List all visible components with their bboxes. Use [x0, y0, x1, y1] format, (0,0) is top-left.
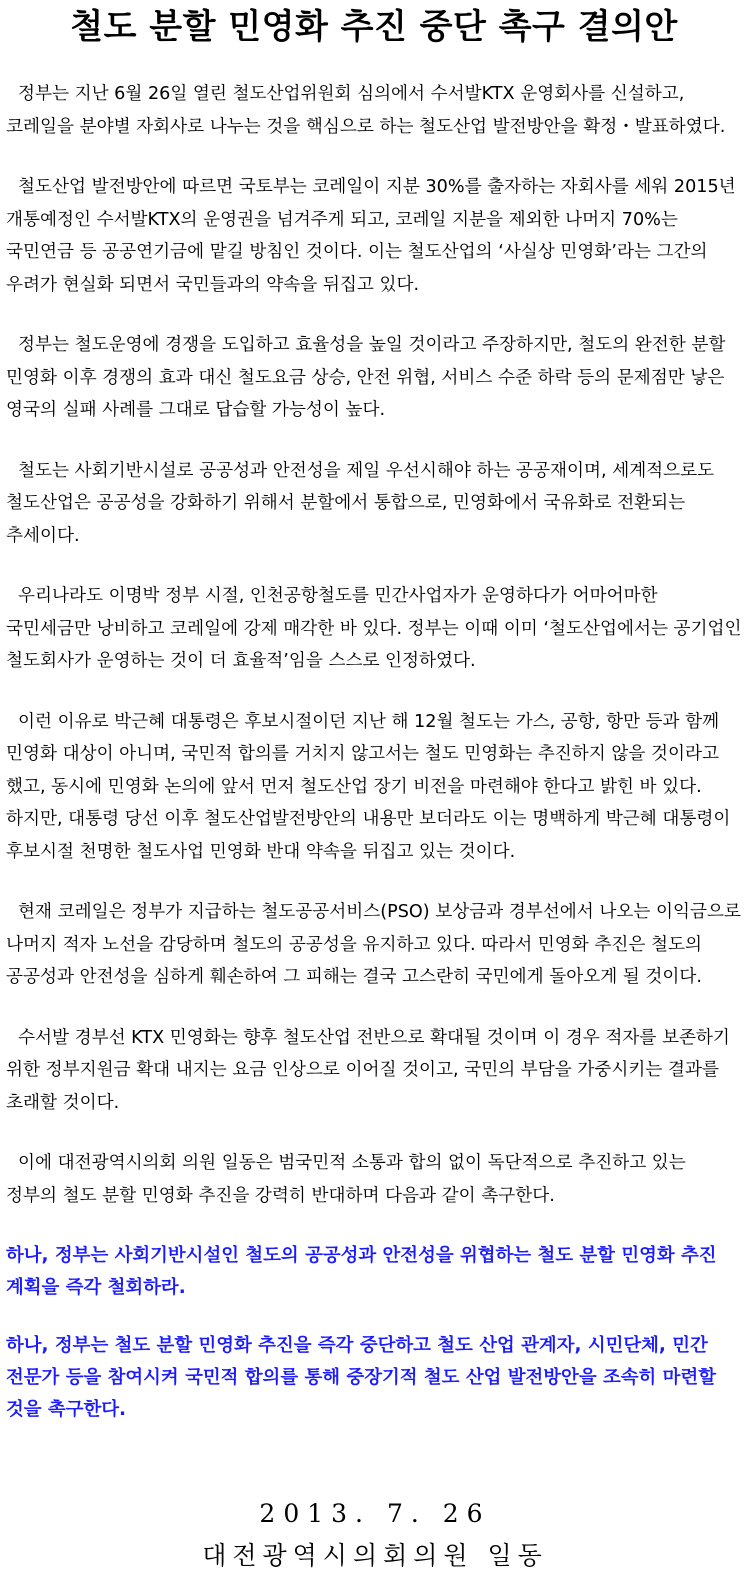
body-paragraph-6: 이런 이유로 박근혜 대통령은 후보시절이던 지난 해 12월 철도는 가스, 공항, 항만 등과 함께 민영화 대상이 아니며, 국민적 합의를 거치지 않고서는 철도 민영화는 추진하지 않을 것이라고 했고, 동시에 민영화 논의에 앞서 먼저 철도산업 장기 비전을 마련해야 한다고 밝힌 바 있다. 하지만, 대통령 당선 이후 철도산업발전방안의 내용만 보더라도 이는 명백하게 박근혜 대통령이 후보시절 천명한 철도사업 민영화 반대 약속을 뒤집고 있는 것이다.	[6, 711, 731, 862]
demand-2: 하나, 정부는 철도 분할 민영화 추진을 즉각 중단하고 철도 산업 관계자, 시민단체, 민간 전문가 등을 참여시켜 국민적 합의를 통해 중장기적 철도 산업 발전방안을 조속히 마련할 것을 촉구한다.	[6, 1335, 716, 1420]
body-paragraph-5: 우리나라도 이명박 정부 시절, 인천공항철도를 민간사업자가 운영하다가 어마어마한 국민세금만 낭비하고 코레일에 강제 매각한 바 있다. 정부는 이때 이미 ‘철도산업에서는 공기업인 철도회사가 운영하는 것이 더 효율적’임을 스스로 인정하였다.	[6, 586, 742, 671]
resolution-body	[6, 78, 742, 1426]
body-paragraph-9: 이에 대전광역시의회 의원 일동은 범국민적 소통과 합의 없이 독단적으로 추진하고 있는 정부의 철도 분할 민영화 추진을 강력히 반대하며 다음과 같이 촉구한다.	[6, 1153, 686, 1206]
demand-1: 하나, 정부는 사회기반시설인 철도의 공공성과 안전성을 위협하는 철도 분할 민영화 추진 계획을 즉각 철회하라.	[6, 1245, 717, 1298]
document-title: 철도 분할 민영화 추진 중단 촉구 결의안	[70, 7, 678, 47]
resolution-date: 2013. 7. 26	[259, 1499, 491, 1528]
resolution-signer: 대전광역시의회의원 일동	[202, 1541, 548, 1570]
body-paragraph-7: 현재 코레일은 정부가 지급하는 철도공공서비스(PSO) 보상금과 경부선에서 나오는 이익금으로 나머지 적자 노선을 감당하며 철도의 공공성을 유지하고 있다. 따라서 민영화 추진은 철도의 공공성과 안전성을 심하게 훼손하여 그 피해는 결국 고스란히 국민에게 돌아오게 될 것이다.	[6, 902, 741, 987]
body-paragraph-1: 정부는 지난 6월 26일 열린 철도산업위원회 심의에서 수서발KTX 운영회사를 신설하고, 코레일을 분야별 자회사로 나누는 것을 핵심으로 하는 철도산업 발전방안을 확정・발표하였다.	[6, 84, 726, 137]
body-paragraph-2: 철도산업 발전방안에 따르면 국토부는 코레일이 지분 30%를 출자하는 자회사를 세워 2015년 개통예정인 수서발KTX의 운영권을 넘겨주게 되고, 코레일 지분을 제외한 나머지 70%는 국민연금 등 공공연기금에 맡길 방침인 것이다. 이는 철도산업의 ‘사실상 민영화’라는 그간의 우려가 현실화 되면서 국민들과의 약속을 뒤집고 있다.	[6, 177, 736, 295]
body-paragraph-8: 수서발 경부선 KTX 민영화는 향후 철도산업 전반으로 확대될 것이며 이 경우 적자를 보존하기 위한 정부지원금 확대 내지는 요금 인상으로 이어질 것이고, 국민의 부담을 가중시키는 결과를 초래할 것이다.	[6, 1027, 730, 1113]
body-paragraph-4: 철도는 사회기반시설로 공공성과 안전성을 제일 우선시해야 하는 공공재이며, 세계적으로도 철도산업은 공공성을 강화하기 위해서 분할에서 통합으로, 민영화에서 국유화로 전환되는 추세이다.	[6, 460, 715, 546]
body-paragraph-3: 정부는 철도운영에 경쟁을 도입하고 효율성을 높일 것이라고 주장하지만, 철도의 완전한 분할 민영화 이후 경쟁의 효과 대신 철도요금 상승, 안전 위협, 서비스 수준 하락 등의 문제점만 낳은 영국의 실패 사례를 그대로 답습할 가능성이 높다.	[6, 335, 726, 420]
